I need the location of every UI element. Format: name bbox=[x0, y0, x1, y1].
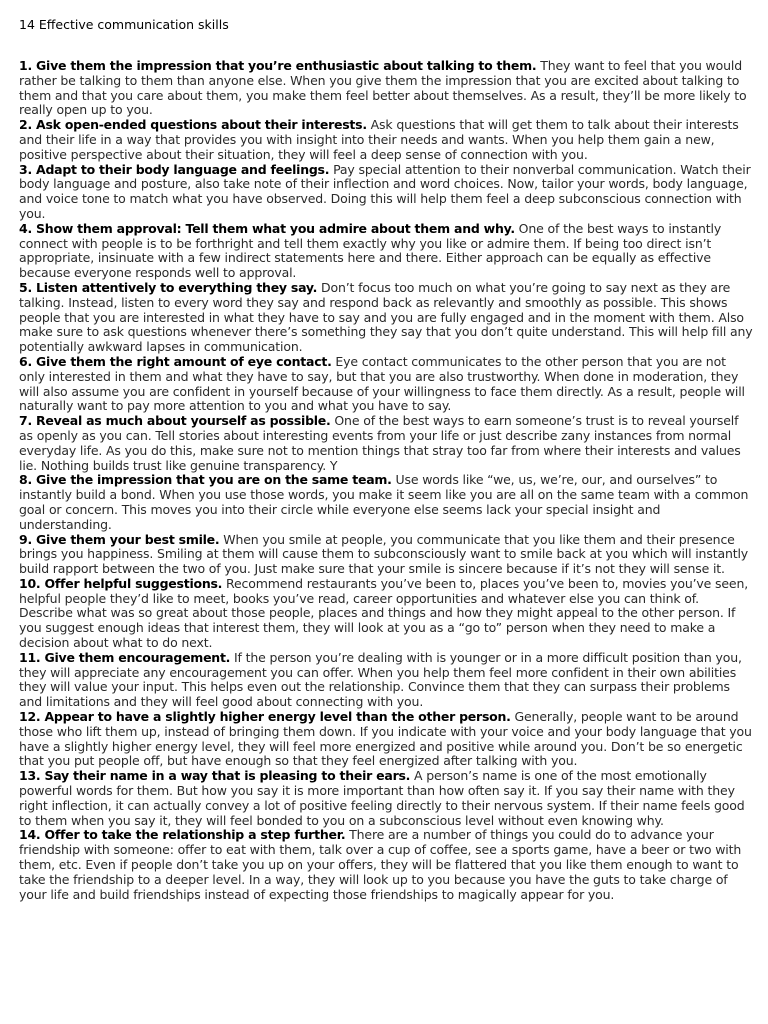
skill-heading: 6. Give them the right amount of eye contact. bbox=[19, 353, 332, 369]
skill-heading: 1. Give them the impression that you’re enthusiastic about talking to them. bbox=[19, 58, 537, 73]
skill-heading: 2. Ask open-ended questions about their interests. bbox=[19, 117, 367, 133]
skill-item-7 bbox=[19, 414, 754, 473]
skill-body: One of the best ways to instantly connect with people is to be forthright and tell them exactly why you like or admire them. If being too direct isn’t appropriate, insinuate with a few indirect statements here and there. Either approach can be equally as effective because everyone responds well to approval. bbox=[19, 220, 722, 281]
skill-heading: 11. Give them encouragement. bbox=[19, 649, 231, 665]
skill-item-9 bbox=[19, 533, 754, 577]
skill-item-4 bbox=[19, 222, 754, 281]
skill-item-8 bbox=[19, 473, 754, 532]
skill-item-14 bbox=[19, 828, 754, 902]
skill-body: Recommend restaurants you’ve been to, places you’ve been to, movies you’ve seen, helpful people they’d like to meet, books you’ve read, career opportunities and whatever else you can think of. Describe what was so great about those people, places and things and how they might appeal to the other person. If you suggest enough ideas that interest them, they will look at you as a “go to” person when they need to make a decision about what to do next. bbox=[19, 575, 749, 651]
skill-item-3 bbox=[19, 163, 754, 222]
skill-body: Generally, people want to be around those who lift them up, instead of bringing them down. If you indicate with your voice and your body language that you have a slightly higher energy level, they will feel more energized and positive while around you. Don’t be so energetic that you put people off, but have enough so that they feel energized after talking with you. bbox=[19, 709, 752, 769]
skill-item-13 bbox=[19, 769, 754, 828]
skill-heading: 3. Adapt to their body language and feelings. bbox=[19, 161, 330, 177]
skills-list bbox=[19, 59, 754, 902]
skill-item-11 bbox=[19, 651, 754, 710]
skill-item-10 bbox=[19, 577, 754, 651]
skill-body: One of the best ways to earn someone’s trust is to reveal yourself as openly as you can. Tell stories about interesting events from your life or just describe zany instances from normal everyday life. As you do this, make sure not to mention things that stray too far from where their interests and values lie. Nothing builds trust like genuine transparency. Y bbox=[19, 413, 741, 473]
skill-body: When you smile at people, you communicate that you like them and their presence brings you happiness. Smiling at them will cause them to subconsciously want to smile back at you which will instantly build rapport between the two of you. Just make sure that your smile is sincere because if it’s not they will sense it. bbox=[19, 531, 749, 577]
skill-heading: 14. Offer to take the relationship a step further. bbox=[19, 827, 346, 843]
document-title: 14 Effective communication skills bbox=[19, 17, 229, 32]
skill-body: Pay special attention to their nonverbal communication. Watch their body language and posture, also take note of their inflection and word choices. Now, tailor your words, body language, and voice tone to match what you have observed. Doing this will help them feel a deep subconscious connection with you. bbox=[19, 161, 751, 221]
skill-heading: 9. Give them your best smile. bbox=[19, 531, 220, 547]
skill-body: Ask questions that will get them to talk about their interests and their life in a way that provides you with insight into their needs and wants. When you help them gain a new, positive perspective about their situation, they will feel a deep sense of connection with you. bbox=[19, 117, 739, 162]
skill-body: They want to feel that you would rather be talking to them than anyone else. When you give them the impression that you are excited about talking to them and that you care about them, you make them feel better about themselves. As a result, they’ll be more likely to really open up to you. bbox=[19, 58, 747, 118]
skill-heading: 8. Give the impression that you are on the same team. bbox=[19, 472, 392, 488]
skill-heading: 5. Listen attentively to everything they say. bbox=[19, 279, 318, 295]
skill-body: If the person you’re dealing with is younger or in a more difficult position than you, they will appreciate any encouragement you can offer. When you help them feel more confident in their own abilities they will value your input. This helps even out the relationship. Convince them that they can surpass their problems and limitations and they will feel good about connecting with you. bbox=[19, 649, 742, 710]
skill-heading: 7. Reveal as much about yourself as possible. bbox=[19, 413, 331, 429]
skill-item-1 bbox=[19, 59, 754, 118]
skill-body: Eye contact communicates to the other person that you are not only interested in them and what they have to say, but that you are also trustworthy. When done in moderation, they will also assume you are confident in yourself because of your willingness to face them directly. As a result, people will naturally want to pay more attention to you and what you have to say. bbox=[19, 353, 745, 414]
skill-heading: 4. Show them approval: Tell them what you admire about them and why. bbox=[19, 220, 515, 236]
skill-heading: 10. Offer helpful suggestions. bbox=[19, 575, 223, 591]
skill-heading: 13. Say their name in a way that is pleasing to their ears. bbox=[19, 768, 411, 784]
skill-item-6 bbox=[19, 355, 754, 414]
skill-item-12 bbox=[19, 710, 754, 769]
skill-item-5 bbox=[19, 281, 754, 355]
skill-body: There are a number of things you could do to advance your friendship with someone: offer to eat with them, talk over a cup of coffee, see a sports game, have a beer or two with them, etc. Even if people don’t take you up on your offers, they will be flattered that you like them enough to want to take the friendship to a deeper level. In a way, they will look up to you because you have the guts to take charge of your life and build friendships instead of expecting those friendships to magically appear for you. bbox=[19, 827, 742, 902]
skill-body: Use words like “we, us, we’re, our, and ourselves” to instantly build a bond. When you use those words, you make it seem like you are all on the same team with a common goal or concern. This moves you into their circle while everyone else seems lack your special insight and understanding. bbox=[19, 472, 749, 532]
skill-body: Don’t focus too much on what you’re going to say next as they are talking. Instead, listen to every word they say and respond back as relevantly and smoothly as possible. This shows people that you are interested in what they have to say and you are fully engaged and in the moment with them. Also make sure to ask questions whenever there’s something they say that you don’t quite understand. This will help fill any potentially awkward lapses in communication. bbox=[19, 279, 753, 355]
skill-body: A person’s name is one of the most emotionally powerful words for them. But how you say it is more important than how often say it. If you say their name with they right inflection, it can actually convey a lot of positive feeling directly to their nervous system. If their name feels good to them when you say it, they will feel bonded to you on a subconscious level without even knowing why. bbox=[19, 768, 745, 828]
skill-item-2 bbox=[19, 118, 754, 162]
skill-heading: 12. Appear to have a slightly higher energy level than the other person. bbox=[19, 709, 511, 725]
